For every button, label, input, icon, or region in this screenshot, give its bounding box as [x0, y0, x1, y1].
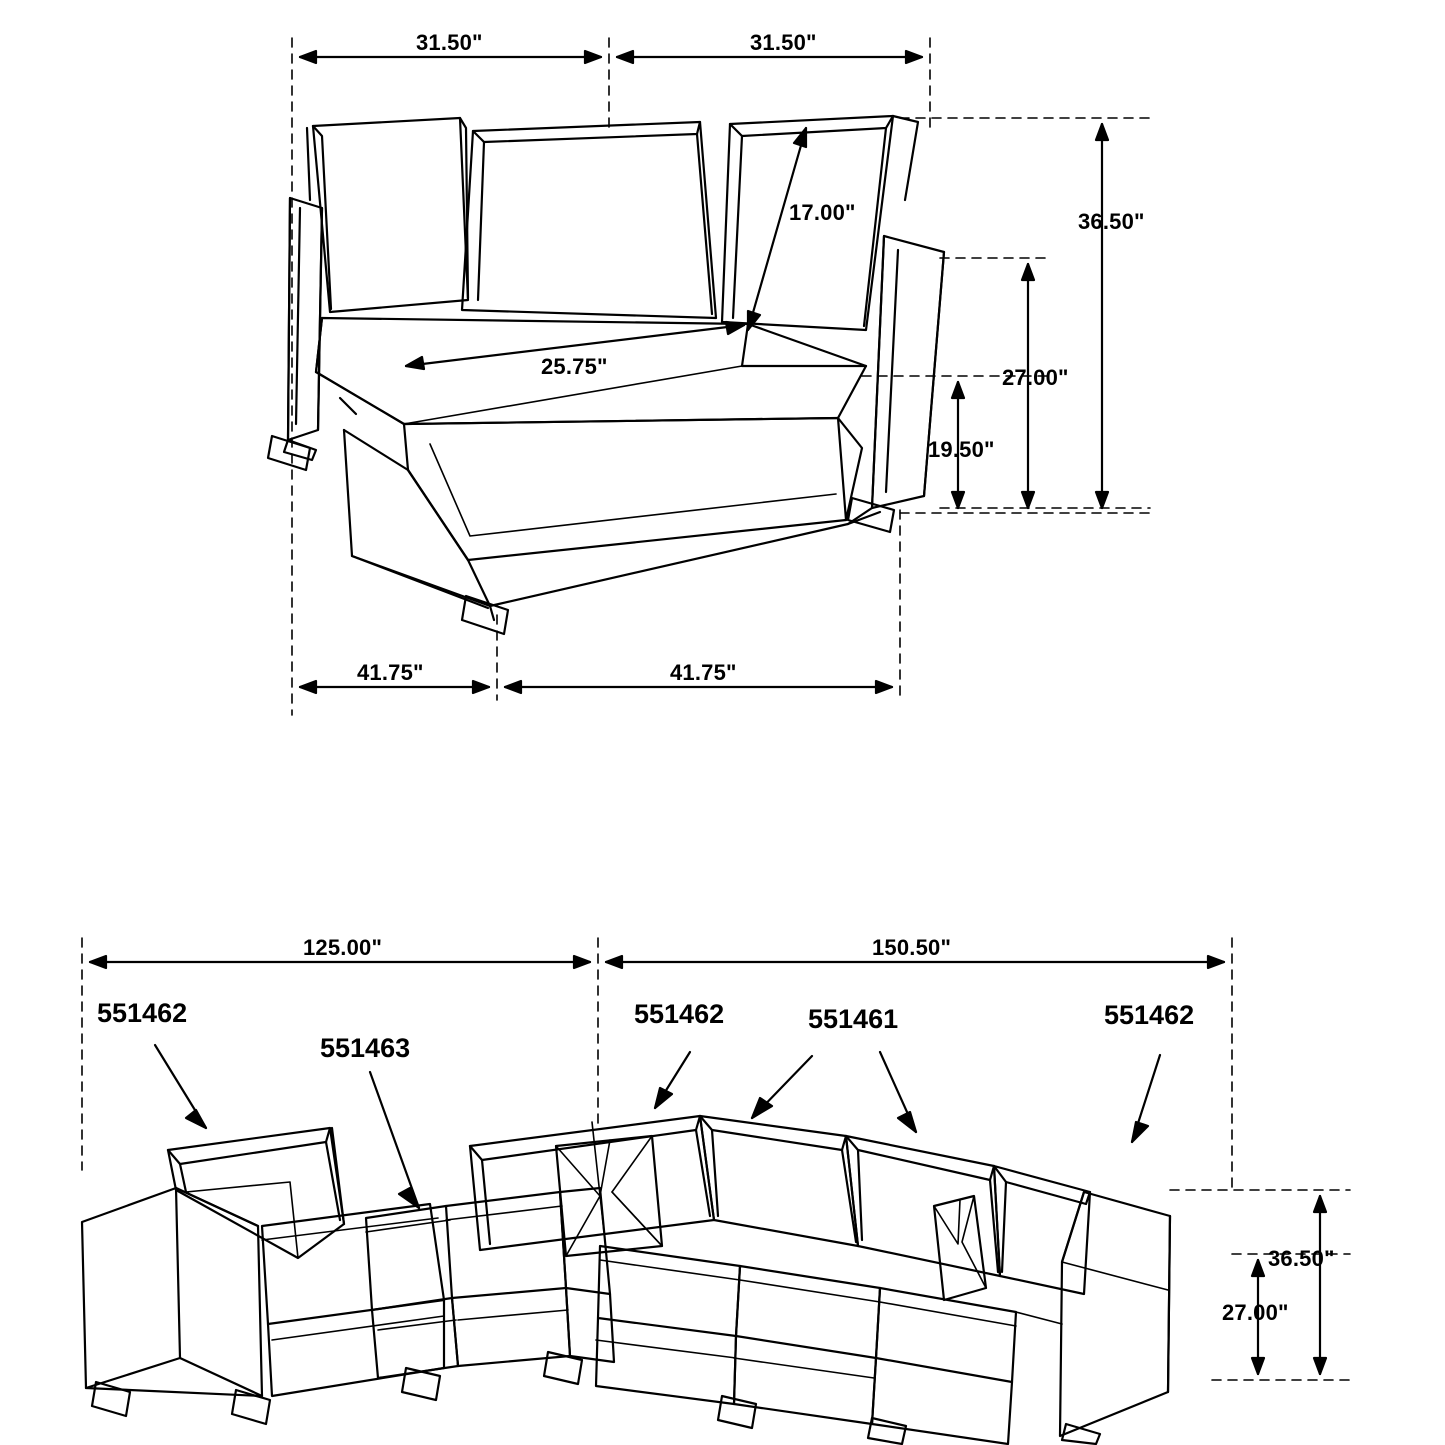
part-label-left-arm: 551462 — [97, 998, 188, 1028]
dim-seat-height-top: 19.50" — [928, 437, 995, 462]
dim-top-left-width: 31.50" — [416, 30, 483, 55]
part-label-armless: 551463 — [320, 1033, 411, 1063]
dim-base-left-width: 41.75" — [357, 660, 424, 685]
dim-top-right-width: 31.50" — [750, 30, 817, 55]
dim-overall-height-top: 36.50" — [1078, 209, 1145, 234]
dim-arm-height-bottom: 27.00" — [1222, 1300, 1289, 1325]
dim-seat-depth: 25.75" — [541, 354, 608, 379]
dim-arm-height-top: 27.00" — [1002, 365, 1069, 390]
dim-right-section-length: 150.50" — [872, 935, 952, 960]
dim-left-section-length: 125.00" — [303, 935, 383, 960]
part-label-mid-left: 551462 — [634, 999, 725, 1029]
dim-back-cushion-height: 17.00" — [789, 200, 856, 225]
part-label-corner: 551461 — [808, 1004, 899, 1034]
part-label-right-arm: 551462 — [1104, 1000, 1195, 1030]
dim-base-right-width: 41.75" — [670, 660, 737, 685]
dim-overall-height-bottom: 36.50" — [1268, 1246, 1335, 1271]
